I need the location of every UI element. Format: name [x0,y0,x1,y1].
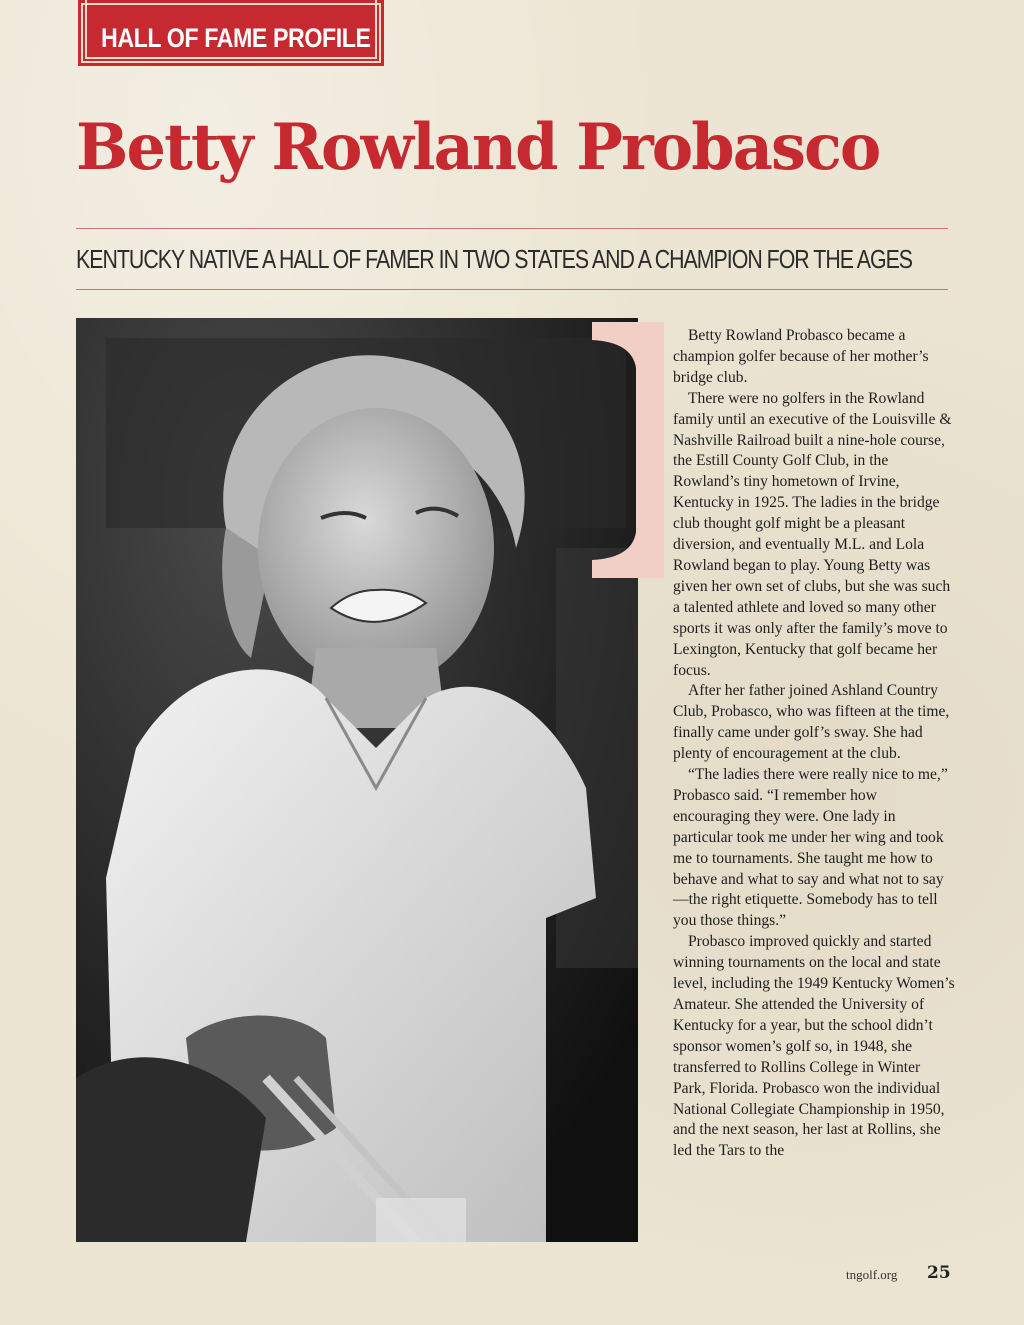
article-paragraph: There were no golfers in the Rowland family until an executive of the Louisville & Nashville Railroad built a nine-hole course, the Estill County Golf Club, in the Rowland’s tiny hometown of Irvine, Kentucky in 1925. The ladies in the bridge club thought golf might be a pleasant diversion, and eventually M.L. and Lola Rowland began to play. Young Betty was given her own set of clubs, but she was such a talented athlete and loved so many other sports it was only after the family’s move to Lexington, Kentucky that golf became her focus. [673,389,952,679]
article-paragraph: Betty Rowland Probasco became a champion golfer because of her mother’s bridge club. [673,327,929,386]
article-body [673,326,955,1162]
badge-label: HALL OF FAME PROFILE [101,23,371,53]
footer-website: tngolf.org [846,1267,898,1282]
portrait-photo [76,318,638,1242]
article-paragraph: “The ladies there were really nice to me,” Probasco said. “I remember how encouraging they were. One lady in particular took me under her wing and took me to tournaments. She taught me how to behave and what to say and what not to say—the right etiquette. Somebody has to tell you those things.” [673,766,948,930]
title-divider [76,228,948,229]
article-paragraph: Probasco improved quickly and started winning tournaments on the local and state level, including the 1949 Kentucky Women’s Amateur. She attended the University of Kentucky for a year, but the school didn’t sponsor women’s golf so, in 1948, she transferred to Rollins College in Winter Park, Florida. Probasco won the individual National Collegiate Championship in 1950, and the next season, her last at Rollins, she led the Tars to the [673,933,955,1160]
article-subtitle: KENTUCKY NATIVE A HALL OF FAMER IN TWO STATES AND A CHAMPION FOR THE AGES [76,244,913,274]
article-paragraph: After her father joined Ashland Country Club, Probasco, who was fifteen at the time, finally came under golf’s sway. She had plenty of encouragement at the club. [673,682,950,763]
section-badge [78,0,384,66]
drop-cap-bracket [592,322,664,578]
page-number: 25 [927,1263,951,1283]
subtitle-divider [76,289,948,290]
article-title: Betty Rowland Probasco [76,110,880,185]
portrait-illustration [76,318,638,1242]
